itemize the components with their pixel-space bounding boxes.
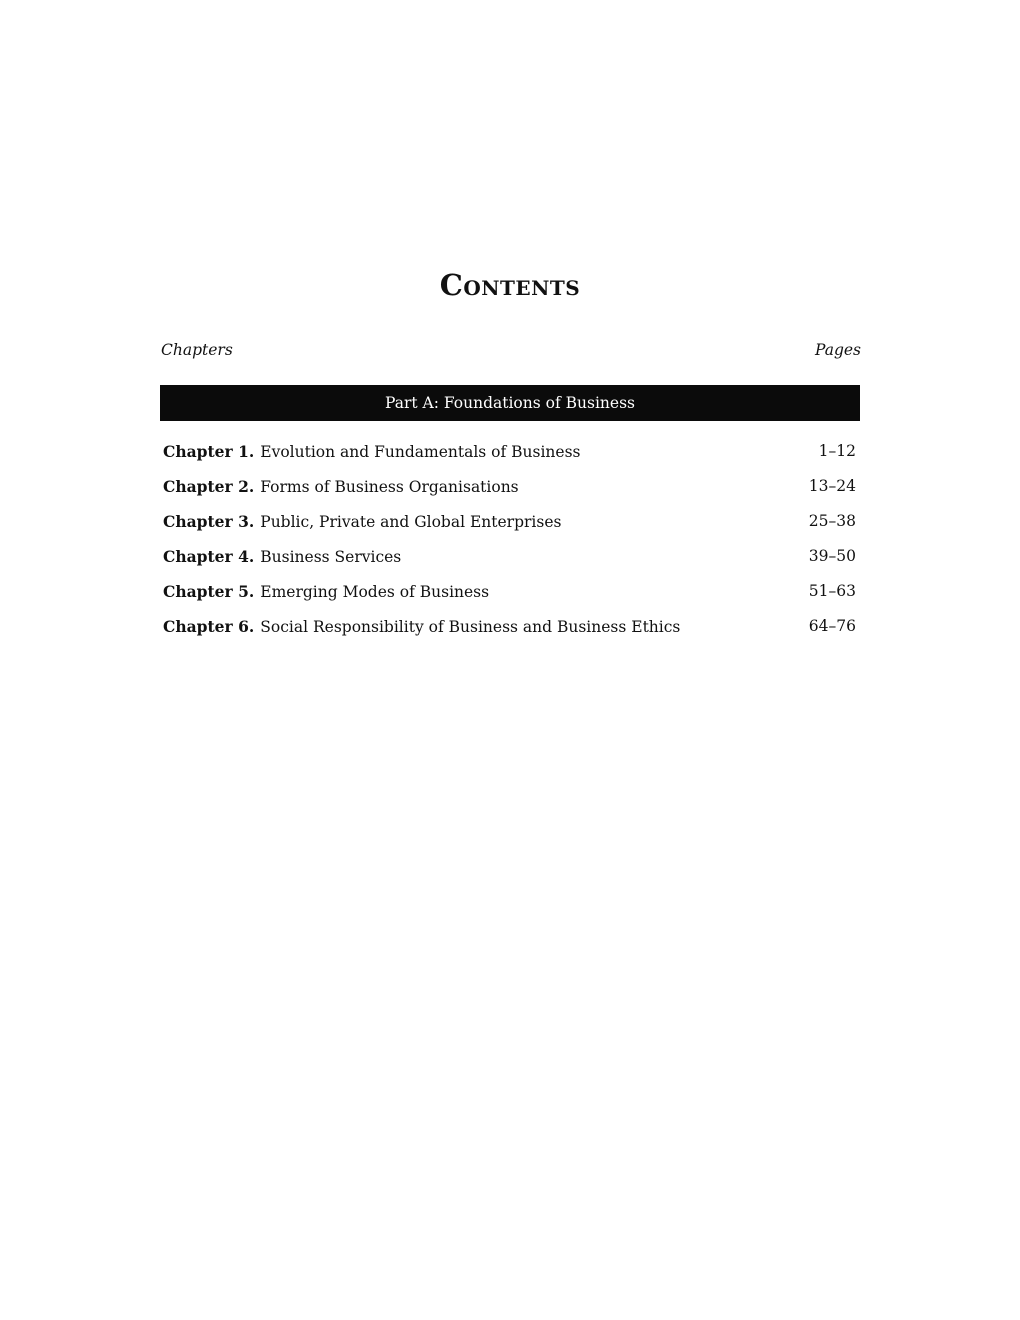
chapter-label: Chapter 3. bbox=[163, 512, 255, 531]
chapter-entry bbox=[163, 617, 680, 636]
chapter-title: Social Responsibility of Business and Business Ethics bbox=[260, 618, 681, 636]
chapter-entry bbox=[163, 582, 489, 601]
chapter-pages: 13–24 bbox=[808, 477, 856, 495]
chapter-label: Chapter 2. bbox=[163, 477, 255, 496]
chapter-pages: 25–38 bbox=[808, 512, 856, 530]
toc-entry[interactable] bbox=[163, 442, 856, 461]
chapter-pages: 51–63 bbox=[808, 582, 856, 600]
chapter-title: Business Services bbox=[260, 548, 402, 566]
chapter-entry bbox=[163, 477, 519, 496]
chapter-label: Chapter 6. bbox=[163, 617, 255, 636]
chapters-header: Chapters bbox=[161, 341, 233, 359]
part-heading: Part A: Foundations of Business bbox=[160, 385, 860, 421]
toc-entry[interactable] bbox=[163, 512, 856, 531]
toc-entry[interactable] bbox=[163, 617, 856, 636]
chapter-title: Public, Private and Global Enterprises bbox=[260, 513, 562, 531]
chapter-entry bbox=[163, 512, 561, 531]
page-title: Contents bbox=[439, 268, 581, 302]
toc-entry[interactable] bbox=[163, 477, 856, 496]
chapter-title: Forms of Business Organisations bbox=[260, 478, 519, 496]
chapter-title: Evolution and Fundamentals of Business bbox=[260, 443, 581, 461]
chapter-label: Chapter 5. bbox=[163, 582, 255, 601]
toc-entry[interactable] bbox=[163, 582, 856, 601]
chapter-pages: 64–76 bbox=[808, 617, 856, 635]
pages-header: Pages bbox=[814, 341, 861, 359]
chapter-label: Chapter 4. bbox=[163, 547, 255, 566]
chapter-pages: 39–50 bbox=[808, 547, 856, 565]
chapter-entry bbox=[163, 442, 581, 461]
chapter-entry bbox=[163, 547, 401, 566]
toc-entry[interactable] bbox=[163, 547, 856, 566]
chapter-pages: 1–12 bbox=[818, 442, 856, 460]
chapter-title: Emerging Modes of Business bbox=[260, 583, 490, 601]
chapter-label: Chapter 1. bbox=[163, 442, 255, 461]
